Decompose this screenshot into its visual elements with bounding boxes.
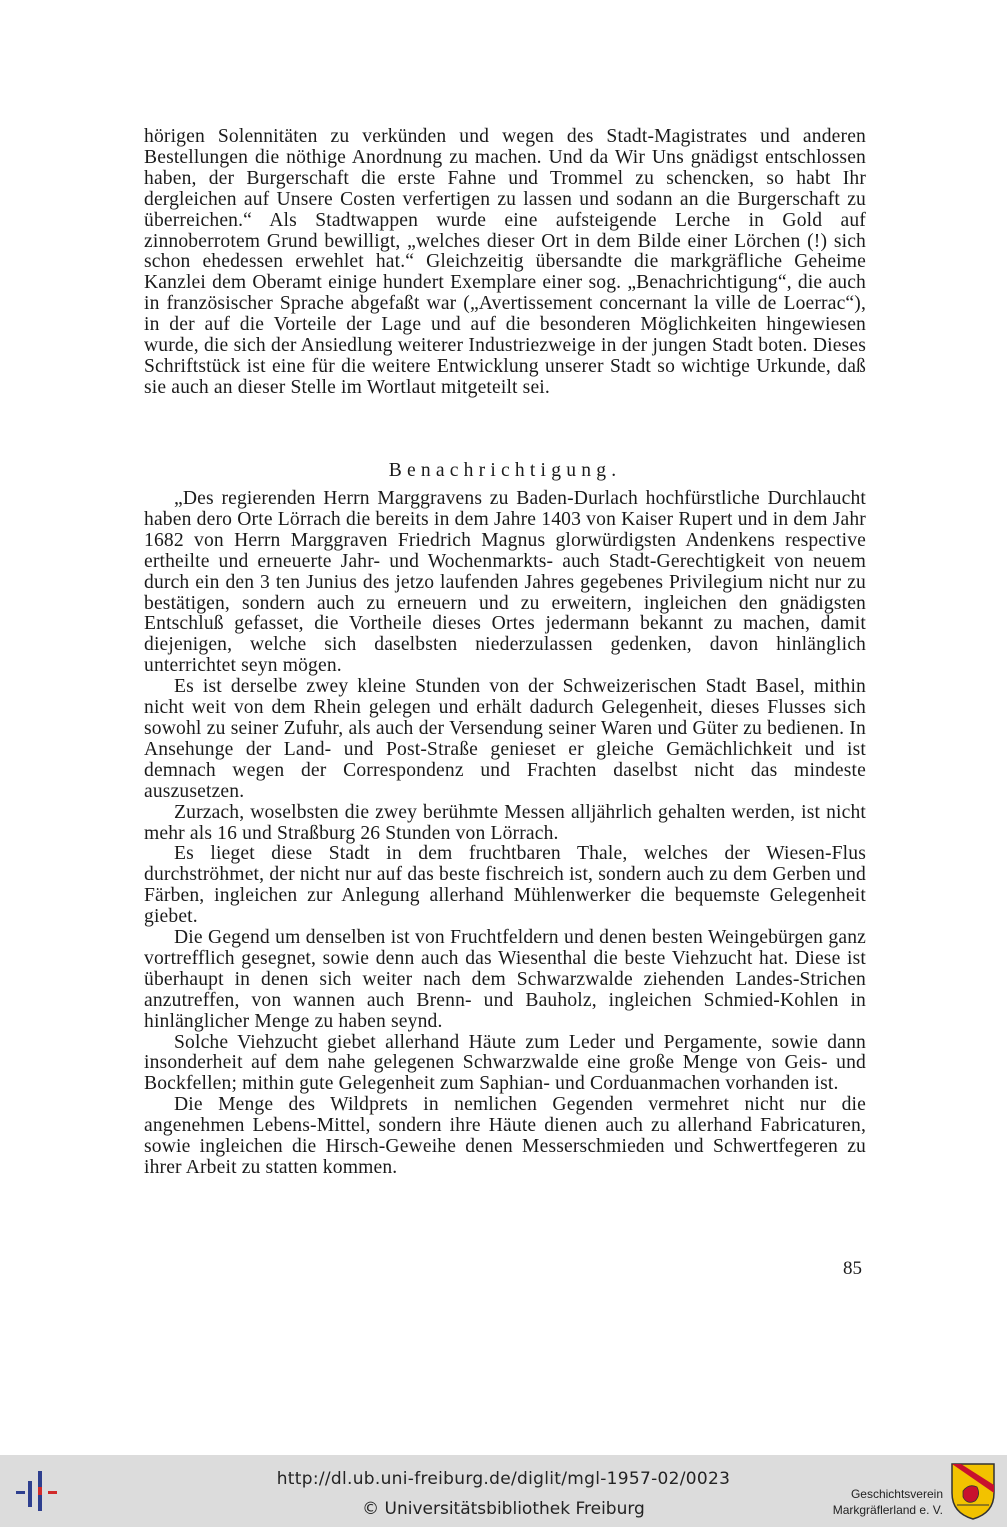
document-url-link[interactable]: http://dl.ub.uni-freiburg.de/diglit/mgl-1957-02/0023 (276, 1469, 731, 1489)
society-line-2: Markgräflerland e. V. (832, 1503, 943, 1517)
society-line-1: Geschichtsverein (850, 1487, 943, 1501)
section-heading: Benachrichtigung. (388, 460, 622, 481)
intro-paragraph-text: hörigen Solennitäten zu verkünden und wegen des Stadt-Magistrates und anderen Bestellungen die nöthige Anordnung zu machen. Und da Wir Uns gnädigst entschlossen haben, der Burgerschaft die erste Fahne und Trommel zu schencken, so habt Ihr dergleichen auf Unsere Costen verfertigen zu lassen und sodann an die Burgerschaft zu überreichen.“ Als Stadtwappen wurde eine aufsteigende Lerche in Gold auf zinnoberrotem Grund bewilligt, „welches dieser Ort in dem Bilde einer Lörchen (!) sich schon ehedessen erwehlet hat.“ Gleichzeitig übersandte die markgräfliche Geheime Kanzlei dem Oberamt einige hundert Exemplare einer sog. „Benachrichtigung“, die auch in französischer Sprache abgefaßt war („Avertissement concernant la ville de Loerrac“), in der auf die Vorteile der Lage und auf die besonderen Möglichkeiten hingewiesen wurde, die sich der Ansiedlung weiterer Industriezweige in der jungen Stadt boten. Dieses Schriftstück ist eine für die weitere Entwicklung unserer Stadt so wichtige Urkunde, daß sie auch an dieser Stelle im Wortlaut mitgeteilt sei. (144, 126, 866, 398)
body-paragraph: Zurzach, woselbsten die zwey berühmte Messen alljährlich gehalten werden, ist nicht mehr als 16 und Straßburg 26 Stunden von Lörrach. (144, 801, 866, 844)
intro-paragraph (144, 127, 866, 399)
body-paragraph: „Des regierenden Herrn Marggravens zu Baden-Durlach hochfürstliche Durchlaucht haben dero Orte Lörrach die bereits in dem Jahre 1403 von Kaiser Rupert und in dem Jahr 1682 von Herrn Marggraven Friedrich Magnus glorwürdigsten Andenkens respective ertheilte und erneuerte Jahr- und Wochenmarkts- auch Stadt-Gerechtigkeit von neuem durch ein den 3 ten Junius des jetzo laufenden Jahres gegebenes Privilegium nicht nur zu bestätigen, sondern auch zu erneuern und zu erweitern, ingleichen den gnädigsten Entschluß gefasset, die Vortheile dieses Ortes jedermann bekannt zu machen, damit diejenigen, welche sich daselbsten niederzulassen gedenken, davon hinlänglich unterrichtet seyn mögen. (144, 488, 866, 677)
body-paragraph: Es lieget diese Stadt in dem fruchtbaren Thale, welches der Wiesen-Flus durchströhmet, der nicht nur auf das beste fischreich ist, sondern auch zu dem Gerben und Färben, ingleichen zur Anlegung allerhand Mühlenwerker die bequemste Gelegenheit giebet. (144, 843, 866, 928)
body-paragraph: Solche Viehzucht giebet allerhand Häute zum Leder und Pergamente, sowie dann insonderheit auf dem nahe gelegenen Schwarzwalde eine große Menge von Geis- und Bockfellen; mithin gute Gelegenheit zum Saphian- und Corduanmachen vorhanden ist. (144, 1031, 866, 1095)
viewer-footer (0, 1455, 1007, 1527)
society-name (833, 1486, 943, 1518)
body-paragraph: Die Menge des Wildprets in nemlichen Gegenden vermehret nicht nur die angenehmen Lebens-Mittel, sondern ihre Häute dienen auch zu allerhand Fabricaturen, sowie ingleichen die Hirsch-Geweihe denen Messerschmieden und Schwertfegeren zu ihrer Arbeit zu statten kommen. (144, 1094, 866, 1178)
copyright-text: © Universitätsbibliothek Freiburg (362, 1499, 645, 1519)
body-paragraph: Es ist derselbe zwey kleine Stunden von der Schweizerischen Stadt Basel, mithin nicht weit von dem Rhein gelegen und erhält dadurch Gelegenheit, dieses Flusses sich sowohl zu seiner Zufuhr, als auch der Versendung seiner Waren und Güter zu bedienen. In Ansehunge der Land- und Post-Straße genieset er gleiche Gemächlichkeit und ist demnach wegen der Correspondenz und Frachten daselbst nicht das mindeste auszusetzen. (144, 676, 866, 802)
coat-of-arms-icon[interactable] (949, 1461, 997, 1521)
page-number: 85 (843, 1258, 862, 1279)
document-body (144, 489, 866, 1179)
body-paragraph: Die Gegend um denselben ist von Fruchtfeldern und denen besten Weingebürgen ganz vortrefflich gesegnet, sowie denn auch das Wiesenthal die beste Viehzucht hat. Diese ist überhaupt in denen sich weiter nach dem Schwarzwalde ziehenden Landes-Strichen anzutreffen, von wannen auch Brenn- und Bauholz, ingleichen Schmied-Kohlen in hinlänglicher Menge zu haben seynd. (144, 927, 866, 1032)
